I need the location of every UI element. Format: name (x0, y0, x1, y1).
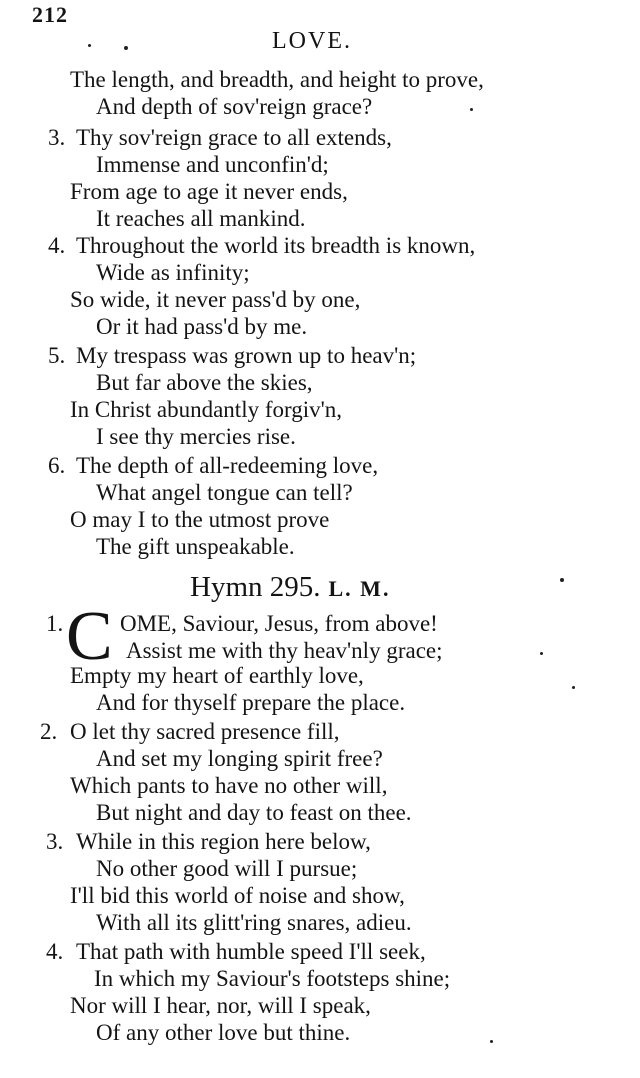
verse-number: 6. (48, 453, 66, 478)
verse-line: The depth of all-redeeming love, (76, 453, 379, 478)
verse-line: I see thy mercies rise. (96, 424, 296, 449)
verse-number: 2. (40, 719, 58, 744)
print-speck (88, 44, 91, 47)
hymn-heading (190, 570, 390, 606)
print-speck (540, 652, 543, 655)
verse-line: It reaches all mankind. (96, 206, 306, 231)
verse-line: Thy sov'reign grace to all extends, (76, 125, 392, 150)
verse-number: 3. (48, 125, 66, 150)
print-speck (572, 686, 575, 689)
verse-line: OME, Saviour, Jesus, from above! (120, 611, 438, 636)
verse-line: While in this region here below, (76, 829, 371, 854)
verse-line: O may I to the utmost prove (70, 507, 330, 532)
verse-line: Empty my heart of earthly love, (70, 663, 364, 688)
verse-line: With all its glitt'ring snares, adieu. (96, 910, 412, 935)
hymn-title: Hymn 295. (190, 571, 321, 603)
verse-line: O let thy sacred presence fill, (70, 719, 340, 744)
running-head: LOVE. (272, 28, 352, 54)
verse-line: From age to age it never ends, (70, 179, 348, 204)
verse-line: And set my longing spirit free? (96, 746, 383, 771)
verse-number: 3. (46, 829, 64, 854)
hymn-meter: L. M. (328, 576, 391, 601)
verse-line: That path with humble speed I'll seek, (76, 939, 426, 964)
print-speck (470, 108, 473, 111)
verse-line: The gift unspeakable. (96, 534, 295, 559)
drop-cap: C (66, 598, 113, 675)
verse-line: Of any other love but thine. (96, 1020, 351, 1045)
verse-line: And depth of sov'reign grace? (96, 94, 373, 119)
verse-line: Immense and unconfin'd; (96, 152, 329, 177)
verse-line: What angel tongue can tell? (96, 480, 353, 505)
verse-number: 5. (48, 343, 66, 368)
verse-line: Nor will I hear, nor, will I speak, (70, 993, 371, 1018)
print-speck (490, 1040, 493, 1043)
verse-number: 4. (46, 939, 64, 964)
verse-line: Wide as infinity; (96, 260, 250, 285)
verse-line: Assist me with thy heav'nly grace; (126, 638, 443, 663)
verse-line: Which pants to have no other will, (70, 773, 388, 798)
verse-line: But night and day to feast on thee. (96, 800, 412, 825)
verse-line: So wide, it never pass'd by one, (70, 287, 361, 312)
verse-number: 4. (48, 233, 66, 258)
verse-line: Throughout the world its breadth is known, (76, 233, 476, 258)
verse-number: 1. (46, 611, 64, 636)
print-speck (124, 46, 128, 50)
page-number: 212 (32, 2, 68, 27)
verse-line: And for thyself prepare the place. (96, 690, 406, 715)
verse-line: No other good will I pursue; (96, 856, 358, 881)
verse-line: Or it had pass'd by me. (96, 314, 308, 339)
verse-line: In Christ abundantly forgiv'n, (70, 397, 343, 422)
verse-line: I'll bid this world of noise and show, (70, 883, 405, 908)
verse-line: The length, and breadth, and height to prove, (70, 67, 484, 92)
print-speck (560, 578, 564, 582)
verse-line: But far above the skies, (96, 370, 313, 395)
verse-line: My trespass was grown up to heav'n; (76, 343, 417, 368)
verse-line: In which my Saviour's footsteps shine; (94, 966, 451, 991)
